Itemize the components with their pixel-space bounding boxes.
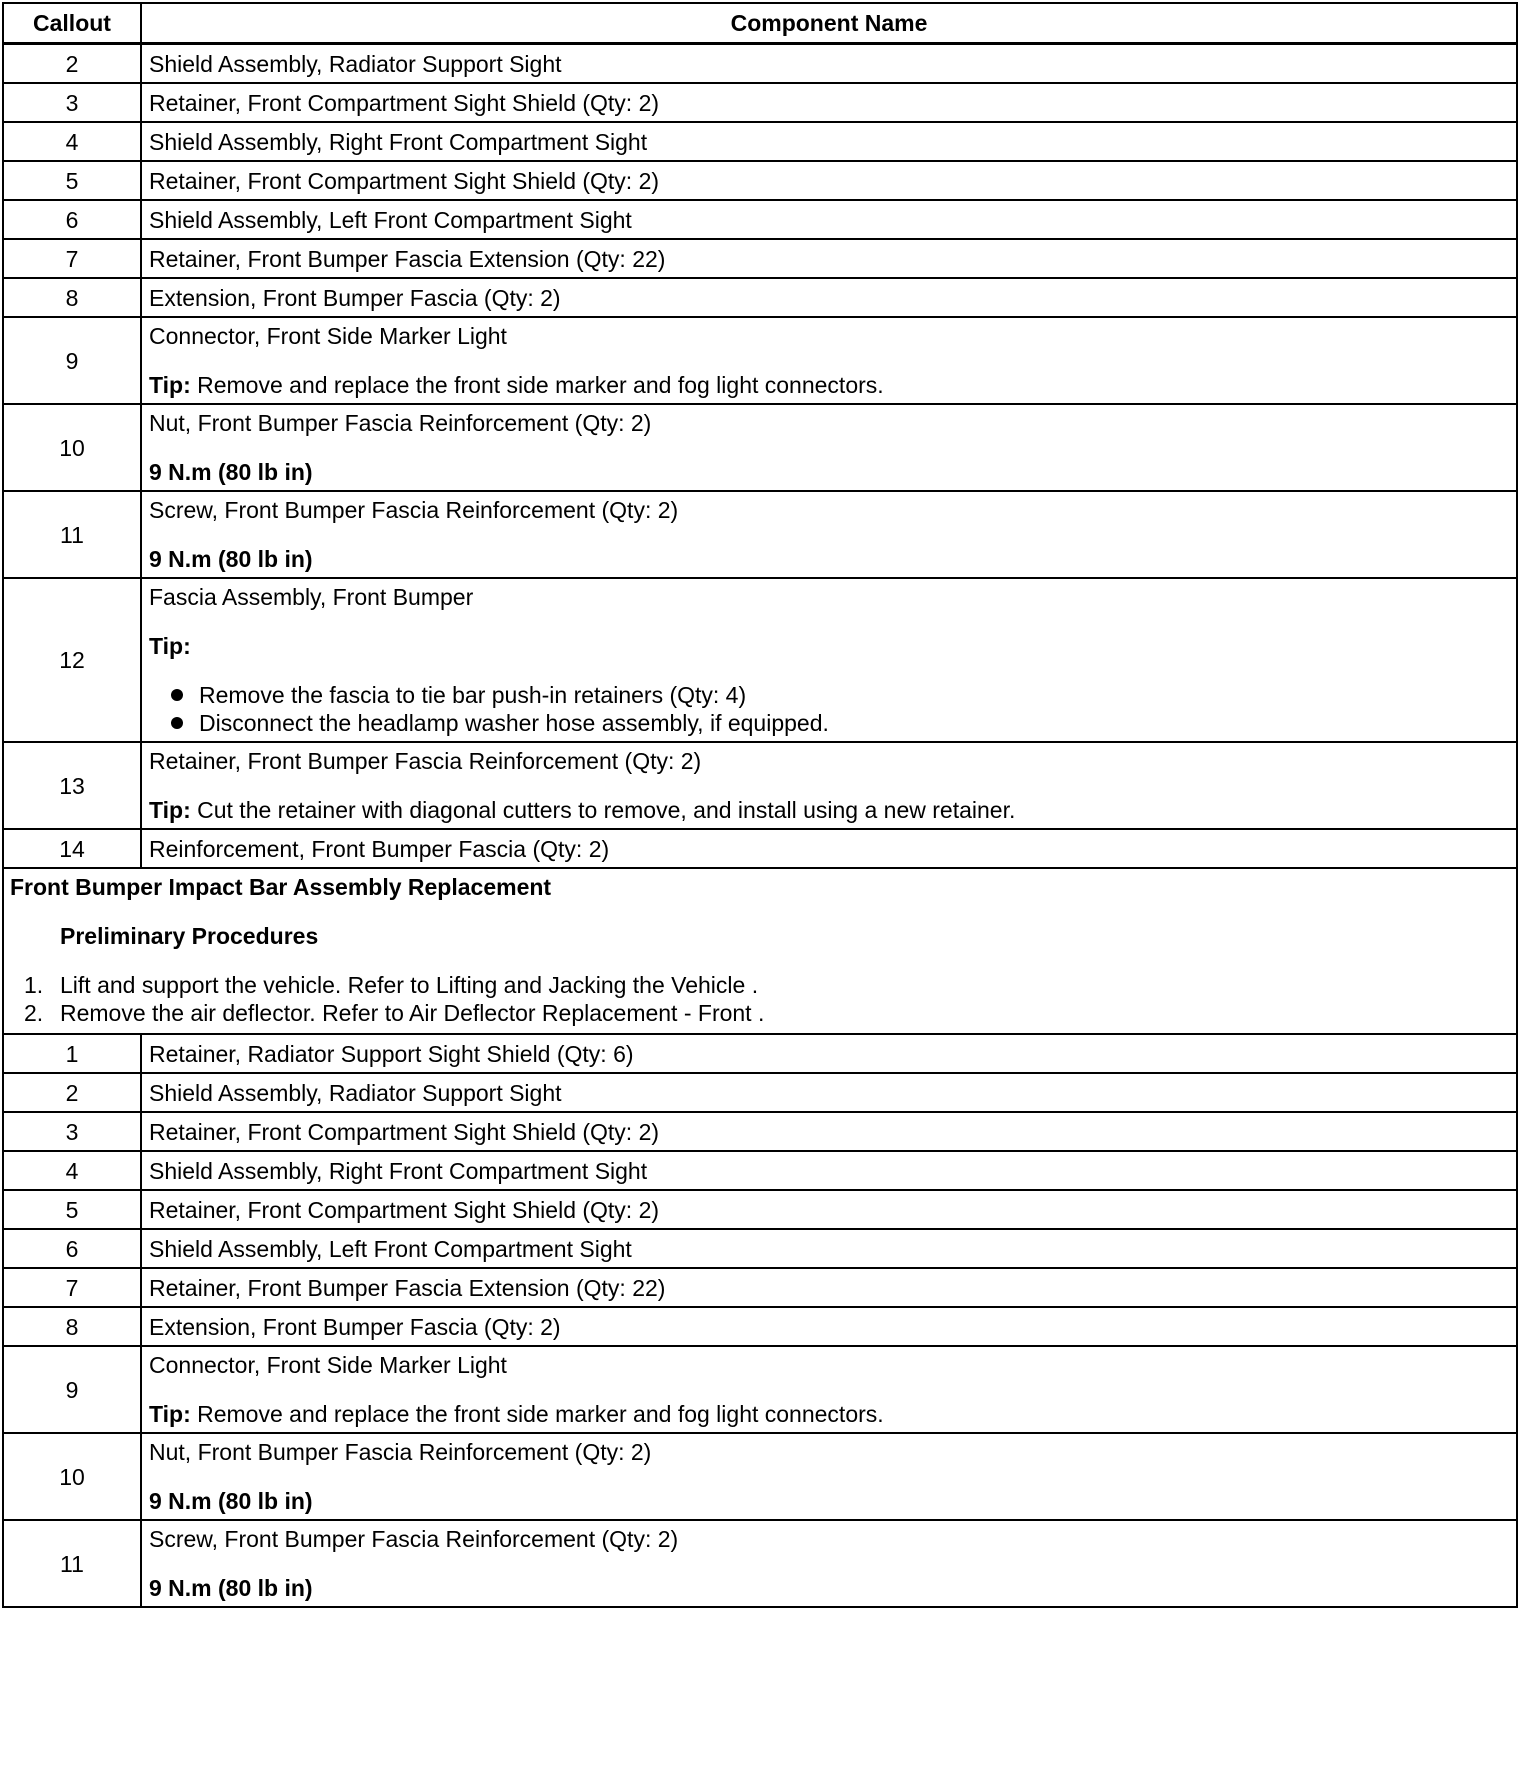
tip-label: Tip: bbox=[149, 372, 191, 398]
bullet-item bbox=[171, 681, 1509, 709]
callout-cell: 14 bbox=[3, 829, 141, 868]
component-name: Screw, Front Bumper Fascia Reinforcement (Qty: 2) bbox=[149, 497, 679, 523]
table-row bbox=[3, 491, 1517, 578]
table-row bbox=[3, 1190, 1517, 1229]
component-cell bbox=[141, 404, 1517, 491]
bullet-item bbox=[171, 709, 1509, 737]
callout-cell: 2 bbox=[3, 44, 141, 84]
callout-cell: 11 bbox=[3, 491, 141, 578]
component-name: Nut, Front Bumper Fascia Reinforcement (Qty: 2) bbox=[149, 410, 652, 436]
table-row bbox=[3, 578, 1517, 742]
table-row bbox=[3, 1112, 1517, 1151]
tip-text bbox=[149, 1400, 1509, 1428]
callout-cell: 3 bbox=[3, 1112, 141, 1151]
component-name: Retainer, Front Compartment Sight Shield (Qty: 2) bbox=[149, 1196, 660, 1223]
callout-cell: 7 bbox=[3, 1268, 141, 1307]
spacer bbox=[149, 1553, 1509, 1574]
components-table bbox=[2, 2, 1518, 1608]
callout-cell: 6 bbox=[3, 1229, 141, 1268]
component-name: Connector, Front Side Marker Light bbox=[149, 323, 507, 349]
bullet-text: Remove the fascia to tie bar push-in retainers (Qty: 4) bbox=[199, 682, 747, 708]
component-cell bbox=[141, 44, 1517, 84]
step-text: Remove the air deflector. Refer to Air Deflector Replacement - Front . bbox=[60, 1000, 765, 1026]
table-row bbox=[3, 44, 1517, 84]
component-name: Shield Assembly, Right Front Compartment Sight bbox=[149, 1157, 648, 1184]
callout-cell: 10 bbox=[3, 1433, 141, 1520]
bullet-dot-icon bbox=[171, 689, 183, 701]
table-row bbox=[3, 278, 1517, 317]
procedure-step bbox=[10, 999, 1510, 1027]
component-cell bbox=[141, 200, 1517, 239]
table-row bbox=[3, 1433, 1517, 1520]
callout-cell: 13 bbox=[3, 742, 141, 829]
document-page bbox=[2, 2, 1516, 1772]
table-row bbox=[3, 239, 1517, 278]
spacer bbox=[149, 1379, 1509, 1400]
component-cell bbox=[141, 1073, 1517, 1112]
tip-label: Tip: bbox=[149, 1401, 191, 1427]
table-body-2 bbox=[3, 1034, 1517, 1607]
component-cell bbox=[141, 491, 1517, 578]
table-row bbox=[3, 1268, 1517, 1307]
callout-cell: 6 bbox=[3, 200, 141, 239]
spacer bbox=[149, 1466, 1509, 1487]
component-cell bbox=[141, 83, 1517, 122]
spacer bbox=[149, 350, 1509, 371]
component-name: Shield Assembly, Left Front Compartment Sight bbox=[149, 1235, 632, 1262]
tip-body: Cut the retainer with diagonal cutters to remove, and install using a new retainer. bbox=[190, 797, 1016, 823]
callout-cell: 1 bbox=[3, 1034, 141, 1073]
callout-cell: 12 bbox=[3, 578, 141, 742]
table-row bbox=[3, 1346, 1517, 1433]
tip-body: Remove and replace the front side marker and fog light connectors. bbox=[190, 372, 884, 398]
component-cell bbox=[141, 1307, 1517, 1346]
component-cell bbox=[141, 1268, 1517, 1307]
component-name: Shield Assembly, Radiator Support Sight bbox=[149, 50, 562, 77]
section-subtitle: Preliminary Procedures bbox=[60, 923, 319, 949]
component-cell bbox=[141, 1151, 1517, 1190]
tip-bullets bbox=[149, 681, 1509, 737]
callout-cell: 9 bbox=[3, 1346, 141, 1433]
callout-cell: 10 bbox=[3, 404, 141, 491]
callout-cell: 2 bbox=[3, 1073, 141, 1112]
callout-cell: 5 bbox=[3, 161, 141, 200]
section-row bbox=[3, 868, 1517, 1034]
tip-text bbox=[149, 632, 1509, 660]
section-title: Front Bumper Impact Bar Assembly Replacement bbox=[10, 874, 552, 900]
component-cell bbox=[141, 1346, 1517, 1433]
component-name: Screw, Front Bumper Fascia Reinforcement (Qty: 2) bbox=[149, 1526, 679, 1552]
component-name: Retainer, Front Compartment Sight Shield (Qty: 2) bbox=[149, 1118, 660, 1145]
component-name: Retainer, Front Bumper Fascia Extension (Qty: 22) bbox=[149, 1274, 666, 1301]
component-name: Shield Assembly, Right Front Compartment Sight bbox=[149, 128, 648, 155]
component-name: Nut, Front Bumper Fascia Reinforcement (Qty: 2) bbox=[149, 1439, 652, 1465]
table-row bbox=[3, 1151, 1517, 1190]
component-cell bbox=[141, 161, 1517, 200]
procedure-steps bbox=[10, 971, 1510, 1027]
table-row bbox=[3, 742, 1517, 829]
table-row bbox=[3, 83, 1517, 122]
component-name: Retainer, Front Bumper Fascia Extension (Qty: 22) bbox=[149, 245, 666, 272]
component-name: Retainer, Front Bumper Fascia Reinforcement (Qty: 2) bbox=[149, 748, 702, 774]
component-cell bbox=[141, 239, 1517, 278]
step-number: 2. bbox=[24, 1000, 44, 1026]
component-name: Extension, Front Bumper Fascia (Qty: 2) bbox=[149, 284, 561, 311]
callout-cell: 11 bbox=[3, 1520, 141, 1607]
table-row bbox=[3, 1034, 1517, 1073]
component-name: Shield Assembly, Radiator Support Sight bbox=[149, 1079, 562, 1106]
table-row bbox=[3, 200, 1517, 239]
component-cell bbox=[141, 1190, 1517, 1229]
component-name: Extension, Front Bumper Fascia (Qty: 2) bbox=[149, 1313, 561, 1340]
callout-cell: 5 bbox=[3, 1190, 141, 1229]
component-cell bbox=[141, 1520, 1517, 1607]
component-name: Connector, Front Side Marker Light bbox=[149, 1352, 507, 1378]
table-row bbox=[3, 1229, 1517, 1268]
step-text: Lift and support the vehicle. Refer to Lifting and Jacking the Vehicle . bbox=[60, 972, 759, 998]
table-body-1 bbox=[3, 44, 1517, 869]
callout-cell: 8 bbox=[3, 1307, 141, 1346]
bullet-text: Disconnect the headlamp washer hose assembly, if equipped. bbox=[199, 710, 829, 736]
component-cell bbox=[141, 317, 1517, 404]
section-cell bbox=[3, 868, 1517, 1034]
torque-spec: 9 N.m (80 lb in) bbox=[149, 546, 313, 572]
component-cell bbox=[141, 1112, 1517, 1151]
tip-label: Tip: bbox=[149, 797, 191, 823]
callout-cell: 9 bbox=[3, 317, 141, 404]
component-cell bbox=[141, 1229, 1517, 1268]
callout-header: Callout bbox=[3, 3, 141, 44]
component-name: Retainer, Radiator Support Sight Shield (Qty: 6) bbox=[149, 1040, 634, 1067]
component-cell bbox=[141, 742, 1517, 829]
table-row bbox=[3, 1073, 1517, 1112]
spacer bbox=[149, 524, 1509, 545]
component-name: Reinforcement, Front Bumper Fascia (Qty: 2) bbox=[149, 835, 610, 862]
table-row bbox=[3, 161, 1517, 200]
component-name: Fascia Assembly, Front Bumper bbox=[149, 584, 474, 610]
callout-cell: 7 bbox=[3, 239, 141, 278]
tip-text bbox=[149, 796, 1509, 824]
component-cell bbox=[141, 1433, 1517, 1520]
component-name: Retainer, Front Compartment Sight Shield (Qty: 2) bbox=[149, 167, 660, 194]
component-cell bbox=[141, 122, 1517, 161]
tip-label: Tip: bbox=[149, 633, 191, 659]
spacer bbox=[149, 775, 1509, 796]
tip-text bbox=[149, 371, 1509, 399]
spacer bbox=[149, 660, 1509, 681]
spacer bbox=[149, 437, 1509, 458]
spacer bbox=[149, 611, 1509, 632]
table-row bbox=[3, 1520, 1517, 1607]
callout-cell: 4 bbox=[3, 1151, 141, 1190]
table-row bbox=[3, 829, 1517, 868]
table-row bbox=[3, 1307, 1517, 1346]
procedure-step bbox=[10, 971, 1510, 999]
callout-cell: 4 bbox=[3, 122, 141, 161]
bullet-dot-icon bbox=[171, 717, 183, 729]
torque-spec: 9 N.m (80 lb in) bbox=[149, 459, 313, 485]
table-row bbox=[3, 122, 1517, 161]
component-cell bbox=[141, 829, 1517, 868]
torque-spec: 9 N.m (80 lb in) bbox=[149, 1488, 313, 1514]
component-cell bbox=[141, 1034, 1517, 1073]
component-name-header: Component Name bbox=[141, 3, 1517, 44]
header-row bbox=[3, 3, 1517, 44]
table-row bbox=[3, 404, 1517, 491]
torque-spec: 9 N.m (80 lb in) bbox=[149, 1575, 313, 1601]
component-name: Retainer, Front Compartment Sight Shield (Qty: 2) bbox=[149, 89, 660, 116]
component-cell bbox=[141, 278, 1517, 317]
tip-body: Remove and replace the front side marker and fog light connectors. bbox=[190, 1401, 884, 1427]
callout-cell: 3 bbox=[3, 83, 141, 122]
table-row bbox=[3, 317, 1517, 404]
step-number: 1. bbox=[24, 972, 44, 998]
component-name: Shield Assembly, Left Front Compartment Sight bbox=[149, 206, 632, 233]
callout-cell: 8 bbox=[3, 278, 141, 317]
component-cell bbox=[141, 578, 1517, 742]
